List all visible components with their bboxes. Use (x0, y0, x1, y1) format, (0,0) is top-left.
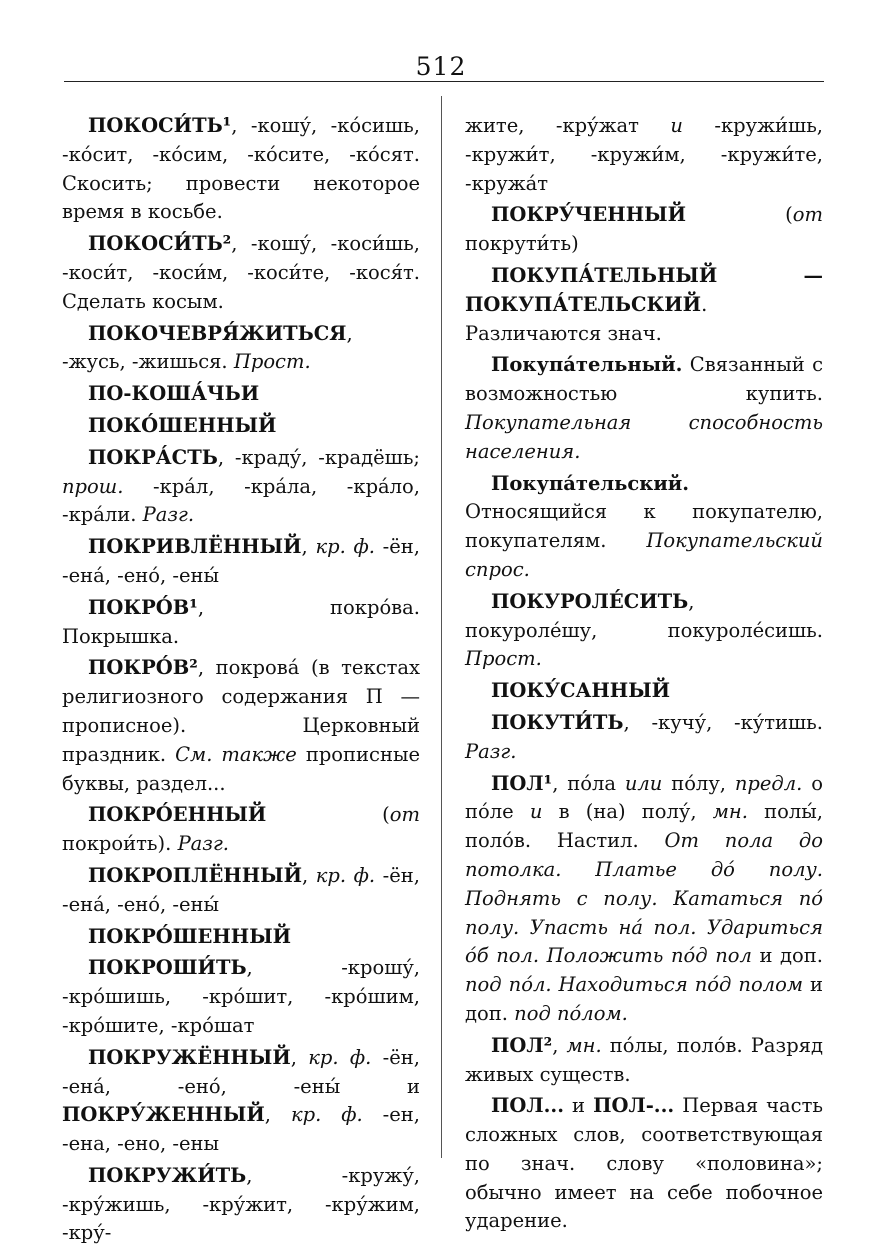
dictionary-entry (465, 351, 823, 466)
page-number: 512 (415, 52, 467, 81)
dictionary-entry (62, 801, 420, 859)
dictionary-entry (465, 112, 823, 198)
italic-text: под по́лом. (514, 1001, 628, 1025)
headword: ПОКРОПЛЁННЫЙ (88, 863, 303, 887)
left-column (62, 112, 420, 1251)
headword: ПОКО́ШЕННЫЙ (88, 413, 277, 437)
dictionary-entry (465, 201, 823, 259)
dictionary-entry (62, 1162, 420, 1248)
italic-text: предл. (734, 771, 803, 795)
italic-text: от (792, 203, 823, 227)
entry-text: по́лы, поло́в. Разряд живых существ. (465, 1033, 823, 1086)
italic-text: Покупательная способность населения. (465, 410, 823, 463)
dictionary-entry (465, 470, 823, 585)
dictionary-entry (62, 954, 420, 1040)
entry-text: и (564, 1094, 594, 1118)
italic-text: кр. ф. (308, 1045, 372, 1069)
entry-text: , покуроле́шу, покуроле́сишь. (465, 589, 823, 642)
dictionary-entry (62, 320, 420, 378)
entry-text: , покрова́ (в текстах религиозного содержания П — прописное). Церковный праздник. (62, 656, 420, 766)
headword: ПОЛ¹ (491, 771, 553, 795)
right-column (465, 112, 823, 1239)
headword: ПОКРО́ЕННЫЙ (88, 803, 267, 827)
italic-text: или (624, 771, 663, 795)
entry-text: , -кружу́, -кру́жишь, -кру́жит, -кру́жим, -кру́- (62, 1163, 420, 1245)
entry-text: -кружи́шь, -кружи́т, -кружи́м, -кружи́те, -кружа́т (465, 114, 824, 195)
entry-text: , (301, 535, 316, 559)
dictionary-entry (465, 588, 823, 674)
italic-text: Разг. (142, 503, 195, 527)
entry-text: , (552, 1033, 567, 1057)
headword: ПОКРУЖИ́ТЬ (88, 1163, 247, 1187)
entry-text: , (264, 1103, 291, 1127)
dictionary-entry (62, 533, 420, 591)
italic-text: кр. ф. (315, 863, 376, 887)
entry-text: , -жусь, -жишься. (62, 321, 353, 374)
headword: ПОКУТИ́ТЬ (491, 710, 624, 734)
dictionary-entry (465, 770, 823, 1029)
headword: ПОКРУ́ЧЕННЫЙ (491, 203, 686, 227)
dictionary-entry (62, 594, 420, 652)
entry-text: , -крошу́, -кро́шишь, -кро́шит, -кро́шим, -кро́шите, -кро́шат (62, 956, 420, 1037)
headword: ПОЛ-... (593, 1094, 675, 1118)
entry-text: -ён, -ена́, -ено́, -ены́ (62, 863, 420, 916)
dictionary-entry (465, 677, 823, 706)
headword: ПОЛ... (491, 1094, 565, 1118)
dictionary-entry (62, 444, 420, 530)
headword: ПОКОЧЕВРЯ́ЖИТЬСЯ (88, 321, 347, 345)
dictionary-entry (62, 923, 420, 952)
entry-text: -ён, -ена́, -ено́, -ены́ и (62, 1045, 420, 1098)
entry-text: ( (686, 203, 793, 227)
headword: ПОКРО́В² (88, 656, 198, 680)
dictionary-entry (62, 380, 420, 409)
entry-text: , -кучу́, -ку́тишь. (623, 710, 823, 734)
dictionary-entry (62, 654, 420, 798)
column-divider (441, 96, 442, 1158)
entry-text: , -краду́, -крадёшь; (217, 445, 420, 469)
italic-text: и (529, 800, 543, 824)
entry-text: . Различаются знач. (465, 292, 708, 345)
entry-text: , покро́ва. Покрышка. (62, 595, 420, 648)
italic-text: Прост. (465, 647, 542, 671)
headword: Покупа́тельский. (491, 471, 690, 495)
entry-text: по́лу, (662, 771, 735, 795)
entry-text: , (302, 863, 316, 887)
entry-text: ( (266, 803, 390, 827)
dictionary-entry (465, 1092, 823, 1236)
headword: ПОКРОШИ́ТЬ (88, 956, 247, 980)
header-rule (64, 81, 824, 82)
italic-text: кр. ф. (290, 1103, 363, 1127)
dictionary-entry (465, 709, 823, 767)
entry-text: покрои́ть). (62, 832, 178, 856)
entry-text: , -кошу́, -ко́сишь, -ко́сит, -ко́сим, -ко́сите, -ко́сят. Скосить; провести некоторое время в косьбе. (62, 114, 420, 224)
italic-text: Покупательский спрос. (465, 529, 823, 581)
entry-text: Относящийся к покупателю, покупателям. (465, 500, 823, 553)
headword: ПОКРО́ШЕННЫЙ (88, 924, 292, 948)
entry-text: , -кошу́, -коси́шь, -коси́т, -коси́м, -коси́те, -кося́т. Сделать косым. (62, 232, 420, 313)
entry-text: -ен, -ена, -ено, -ены (62, 1103, 420, 1156)
dictionary-entry (465, 1032, 823, 1090)
headword: ПОКУПА́ТЕЛЬНЫЙ — ПОКУПА́ТЕЛЬСКИЙ (465, 263, 823, 316)
italic-text: См. также (175, 742, 297, 766)
headword: ПОКРУ́ЖЕННЫЙ (62, 1103, 265, 1127)
italic-text: мн. (712, 800, 748, 824)
entry-text: в (на) полу́, (542, 800, 713, 824)
entry-text: полы́, поло́в. Настил. (465, 800, 824, 853)
entry-text: Первая часть сложных слов, соответствующая по знач. слову «половина»; обычно имеет на себе побочное ударение. (465, 1094, 823, 1233)
dictionary-entry (62, 230, 420, 316)
entry-text: жите, -кру́жат (465, 114, 671, 137)
italic-text: мн. (566, 1033, 602, 1057)
italic-text: Прост. (233, 350, 311, 374)
entry-text: , по́ла (552, 771, 625, 795)
dictionary-entry (62, 112, 420, 227)
headword: ПОКУ́САННЫЙ (491, 679, 671, 703)
entry-text: -кра́л, -кра́ла, -кра́ло, -кра́ли. (62, 474, 420, 527)
italic-text: от (389, 803, 420, 827)
entry-text: , (290, 1045, 309, 1069)
dictionary-entry (62, 862, 420, 920)
headword: ПОКРА́СТЬ (88, 445, 218, 469)
headword: ПОЛ² (491, 1033, 553, 1057)
italic-text: кр. ф. (315, 535, 375, 559)
italic-text: прош. (62, 474, 124, 498)
headword: ПОКОСИ́ТЬ¹ (88, 114, 232, 137)
italic-text: под по́л. Находиться по́д полом (465, 973, 804, 997)
headword: ПО-КОША́ЧЬИ (88, 382, 260, 406)
headword: ПОКРИВЛЁННЫЙ (88, 535, 302, 559)
entry-text: прописные буквы, раздел... (62, 742, 421, 795)
entry-text: и доп. (465, 973, 823, 1025)
entry-text: покрути́ть) (465, 232, 579, 256)
dictionary-entry (62, 1044, 420, 1159)
entry-text: Связанный с возможностью купить. (465, 353, 823, 406)
italic-text: Разг. (177, 832, 229, 856)
entry-text: -ён, -ена́, -ено́, -ены́ (62, 535, 420, 587)
headword: ПОКРУЖЁННЫЙ (88, 1045, 291, 1069)
headword: Покупа́тельный. (491, 353, 683, 377)
dictionary-entry (62, 412, 420, 441)
italic-text: Разг. (465, 739, 517, 763)
entry-text: о по́ле (465, 771, 823, 824)
headword: ПОКУРОЛЕ́СИТЬ (491, 589, 689, 613)
dictionary-entry (465, 262, 823, 348)
italic-text: От пола до потолка. Платье до́ полу. Поднять с полу. Кататься по́ полу. Упасть на́ пол. Удариться о́б пол. Положить по́д пол (465, 829, 823, 968)
headword: ПОКРО́В¹ (88, 595, 198, 619)
headword: ПОКОСИ́ТЬ² (88, 232, 232, 256)
entry-text: и доп. (751, 944, 823, 968)
italic-text: и (670, 114, 683, 137)
